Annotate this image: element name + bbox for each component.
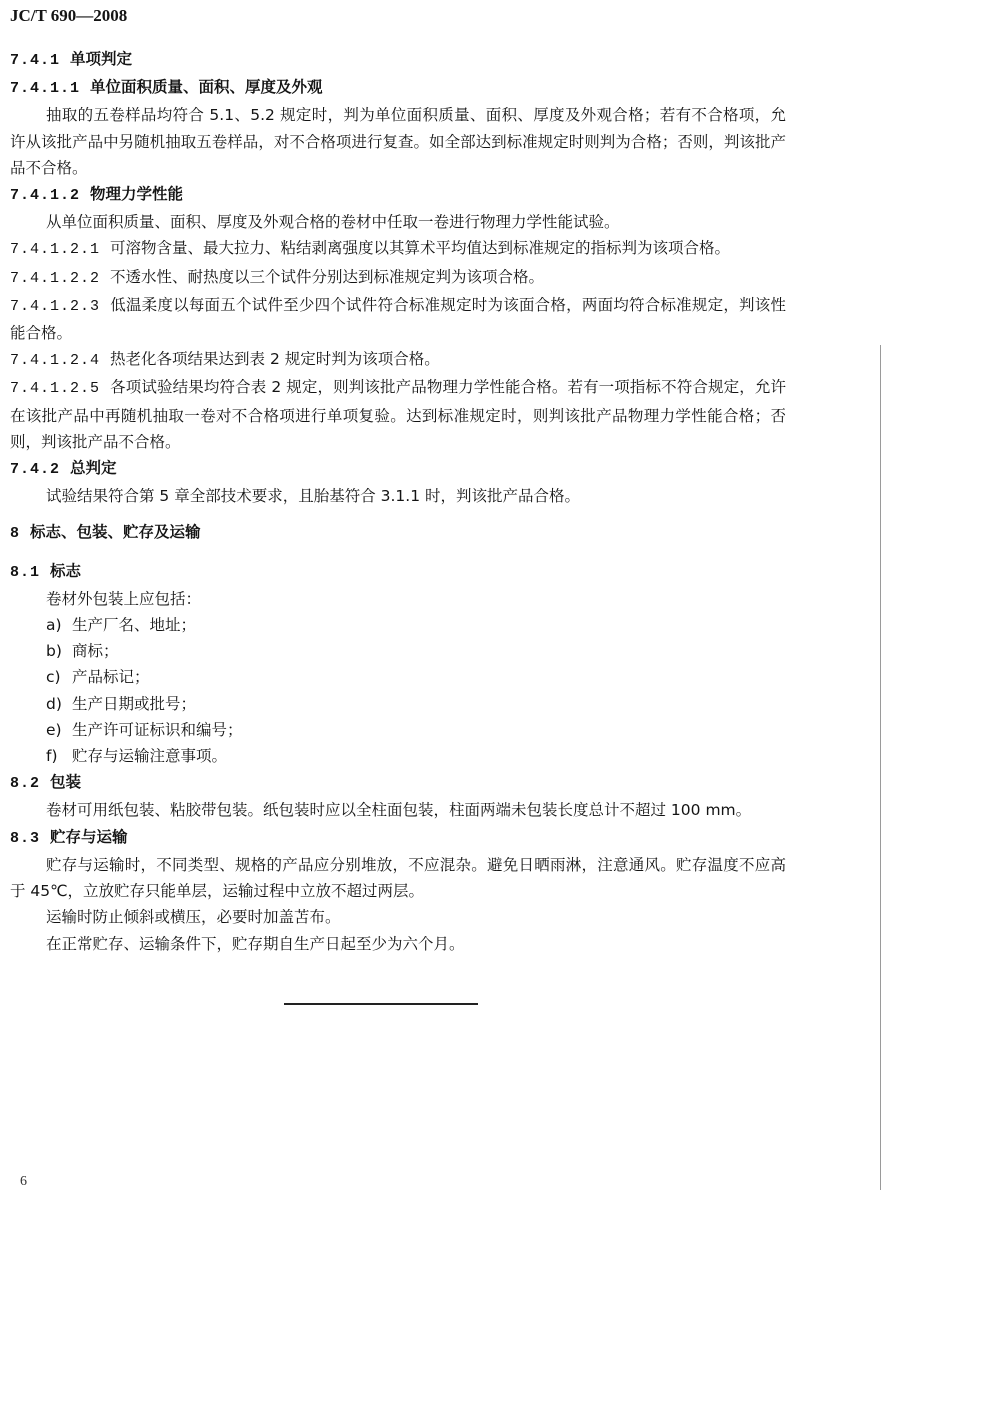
section-title: 单项判定 xyxy=(70,50,133,68)
section-number: 7.4.1.2.4 xyxy=(10,352,101,370)
section-title: 总判定 xyxy=(70,459,117,478)
marking-intro: 卷材外包装上应包括： xyxy=(46,589,202,608)
list-marker: f) xyxy=(46,747,58,766)
end-of-document-rule xyxy=(284,1003,478,1005)
list-marker: a) xyxy=(46,616,62,635)
clause-text: 可溶物含量、最大拉力、粘结剥离强度以其算术平均值达到标准规定的指标判为该项合格。 xyxy=(110,239,731,258)
list-marker: d) xyxy=(46,694,62,713)
list-marker: e) xyxy=(46,720,62,739)
heading-7-4-1-1 xyxy=(10,74,786,102)
clause-7-4-1-2-5 xyxy=(10,374,786,455)
list-item xyxy=(10,691,786,717)
paragraph-8-2: 卷材可用纸包装、粘胶带包装。纸包装时应以全柱面包装，柱面两端未包装长度总计不超过 100 mm。 xyxy=(46,801,752,820)
list-item-text: 生产厂名、地址； xyxy=(72,616,197,635)
section-number: 7.4.1.2.3 xyxy=(10,297,101,315)
list-marker: b) xyxy=(46,642,62,661)
section-number: 8.2 xyxy=(10,775,41,793)
list-item xyxy=(10,743,786,769)
chapter-number: 8 xyxy=(10,525,21,543)
list-item xyxy=(10,638,786,664)
section-number: 8.1 xyxy=(10,563,41,581)
list-item-text: 商标； xyxy=(72,642,119,661)
clause-7-4-1-2-1 xyxy=(10,235,786,263)
clause-text: 各项试验结果均符合表 2 规定，则判该批产品物理力学性能合格。若有一项指标不符合规定，允许在该批产品中再随机抽取一卷对不合格项进行单项复验。达到标准规定时，则判该批产品物理力学性能合格；否则，判该批产品不合格。 xyxy=(10,378,786,451)
section-number: 7.4.1.2 xyxy=(10,187,81,205)
clause-text: 低温柔度以每面五个试件至少四个试件符合标准规定时为该面合格，两面均符合标准规定，判该性能合格。 xyxy=(10,295,786,343)
paragraph-7-4-1-2: 从单位面积质量、面积、厚度及外观合格的卷材中任取一卷进行物理力学性能试验。 xyxy=(46,213,620,232)
clause-7-4-1-2-3 xyxy=(10,292,786,346)
section-title: 单位面积质量、面积、厚度及外观 xyxy=(90,78,323,97)
list-item-text: 生产许可证标识和编号； xyxy=(72,720,243,739)
paragraph-8-3-transport: 运输时防止倾斜或横压，必要时加盖苫布。 xyxy=(46,908,341,927)
scan-edge-line xyxy=(880,345,881,1190)
page-number: 6 xyxy=(20,1174,27,1189)
clause-7-4-1-2-2 xyxy=(10,264,786,292)
paragraph-8-3-storage: 贮存与运输时，不同类型、规格的产品应分别堆放，不应混杂。避免日晒雨淋，注意通风。贮存温度不应高于 45℃，立放贮存只能单层，运输过程中立放不超过两层。 xyxy=(10,855,786,901)
standard-code: JC/T 690—2008 xyxy=(10,6,128,25)
section-number: 7.4.2 xyxy=(10,461,61,479)
section-number: 7.4.1.2.5 xyxy=(10,380,101,398)
section-number: 8.3 xyxy=(10,829,41,847)
list-item-text: 产品标记； xyxy=(72,668,150,687)
clause-text: 不透水性、耐热度以三个试件分别达到标准规定判为该项合格。 xyxy=(110,267,545,286)
section-number: 7.4.1 xyxy=(10,52,61,69)
chapter-8-heading xyxy=(10,519,786,547)
section-number: 7.4.1.2.1 xyxy=(10,241,101,259)
section-number: 7.4.1.2.2 xyxy=(10,269,101,287)
section-title: 物理力学性能 xyxy=(90,185,184,204)
list-item-text: 贮存与运输注意事项。 xyxy=(72,747,228,766)
list-item xyxy=(10,612,786,638)
chapter-title: 标志、包装、贮存及运输 xyxy=(30,523,201,542)
section-title: 包装 xyxy=(50,773,82,792)
heading-7-4-1-2 xyxy=(10,181,786,209)
heading-8-1 xyxy=(10,558,786,586)
clause-text: 热老化各项结果达到表 2 规定时判为该项合格。 xyxy=(110,350,440,369)
list-item xyxy=(10,717,786,743)
section-number: 7.4.1.1 xyxy=(10,80,81,98)
section-title: 标志 xyxy=(50,561,82,580)
list-marker: c) xyxy=(46,668,61,687)
paragraph-8-3-shelf-life: 在正常贮存、运输条件下，贮存期自生产日起至少为六个月。 xyxy=(46,934,465,953)
paragraph-7-4-1-1: 抽取的五卷样品均符合 5.1、5.2 规定时，判为单位面积质量、面积、厚度及外观合格；若有不合格项，允许从该批产品中另随机抽取五卷样品，对不合格项进行复查。如全部达到标准规定时则判为合格；否则，判该批产品不合格。 xyxy=(10,106,786,177)
list-item xyxy=(10,664,786,690)
clause-7-4-1-2-4 xyxy=(10,346,786,374)
paragraph-7-4-2: 试验结果符合第 5 章全部技术要求，且胎基符合 3.1.1 时，判该批产品合格。 xyxy=(46,487,581,506)
document-body xyxy=(10,46,786,957)
heading-8-3 xyxy=(10,824,786,852)
heading-8-2 xyxy=(10,769,786,797)
heading-7-4-1 xyxy=(10,46,786,74)
heading-7-4-2 xyxy=(10,455,786,483)
section-title: 贮存与运输 xyxy=(50,827,128,846)
list-item-text: 生产日期或批号； xyxy=(72,694,197,713)
